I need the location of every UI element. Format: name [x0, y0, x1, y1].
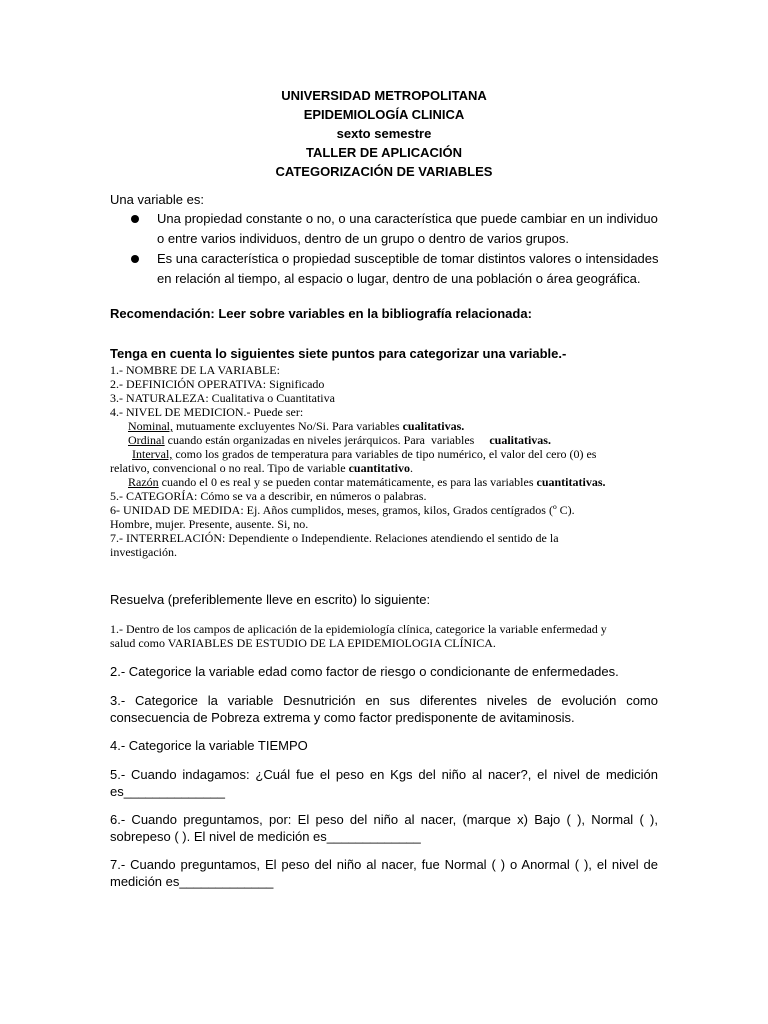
question-4: 4.- Categorice la variable TIEMPO — [110, 738, 308, 753]
question-1-line-2: salud como VARIABLES DE ESTUDIO DE LA EPIDEMIOLOGIA CLÍNICA. — [110, 636, 496, 650]
razon-bold: cuantitativas. — [536, 475, 606, 489]
course-name: EPIDEMIOLOGÍA CLINICA — [303, 107, 465, 122]
points-list — [110, 363, 670, 559]
point-nature: 3.- NATURALEZA: Cualitativa o Cuantitativa — [110, 391, 335, 405]
point-name: 1.- NOMBRE DE LA VARIABLE: — [110, 363, 280, 377]
point-definition: 2.- DEFINICIÓN OPERATIVA: Significado — [110, 377, 325, 391]
bullet-item — [131, 249, 661, 289]
interval-end: . — [409, 461, 413, 475]
ordinal-bold: cualitativas. — [489, 433, 551, 447]
interval-bold: cuantitativo — [348, 461, 410, 475]
workshop-title: TALLER DE APLICACIÓN — [306, 145, 462, 160]
level-interval-cont — [110, 461, 670, 475]
document-header — [0, 86, 768, 181]
ordinal-text: cuando están organizadas en niveles jerárquicos. Para variables — [164, 433, 490, 447]
bullet-text: Es una característica o propiedad susceptible de tomar distintos valores o intensidades en relación al tiempo, al espacio o lugar, dentro de una población o área geográfica. — [157, 251, 659, 286]
resuelva-title: Resuelva (preferiblemente lleve en escrito) lo siguiente: — [110, 592, 431, 607]
recommendation: Recomendación: Leer sobre variables en la bibliografía relacionada: — [110, 306, 532, 321]
semester: sexto semestre — [336, 126, 432, 141]
university-name: UNIVERSIDAD METROPOLITANA — [281, 88, 487, 103]
level-nominal — [110, 419, 670, 433]
bullet-icon — [131, 215, 139, 223]
nominal-bold: cualitativas. — [402, 419, 465, 433]
bullet-text: Una propiedad constante o no, o una característica que puede cambiar en un individuo o entre varios individuos, dentro de un grupo o dentro de varios grupos. — [157, 211, 658, 246]
bullet-item — [131, 209, 661, 249]
point-category: 5.- CATEGORÍA: Cómo se va a describir, en números o palabras. — [110, 489, 427, 503]
point-unit-cont: Hombre, mujer. Presente, ausente. Si, no. — [110, 517, 309, 531]
interval-text: como los grados de temperatura para variables de tipo numérico, el valor del cero (0) es — [172, 447, 597, 461]
question-1-line-1: 1.- Dentro de los campos de aplicación de la epidemiología clínica, categorice la variable enfermedad y — [110, 622, 607, 636]
level-ordinal — [110, 433, 670, 447]
interval-term: Interval, — [132, 447, 173, 461]
question-1 — [110, 622, 670, 650]
question-2: 2.- Categorice la variable edad como factor de riesgo o condicionante de enfermedades. — [110, 664, 619, 679]
question-6: 6.- Cuando preguntamos, por: El peso del niño al nacer, (marque x) Bajo ( ), Normal ( ), sobrepeso ( ). El nivel de medición es_____________ — [110, 812, 658, 844]
question-3: 3.- Categorice la variable Desnutrición en sus diferentes niveles de evolución como consecuencia de Pobreza extrema y como factor predisponente de avitaminosis. — [110, 693, 658, 725]
level-interval — [110, 447, 670, 461]
razon-term: Razón — [128, 475, 159, 489]
interval-text-2: relativo, convencional o no real. Tipo de variable — [110, 461, 349, 475]
bullet-icon — [131, 255, 139, 263]
ordinal-term: Ordinal — [128, 433, 165, 447]
point-unit: 6- UNIDAD DE MEDIDA: Ej. Años cumplidos, meses, gramos, kilos, Grados centígrados (º C). — [110, 503, 575, 517]
point-interrelation-cont: investigación. — [110, 545, 177, 559]
nominal-text: mutuamente excluyentes No/Si. Para variables — [173, 419, 403, 433]
point-level: 4.- NIVEL DE MEDICION.- Puede ser: — [110, 405, 304, 419]
document-title: CATEGORIZACIÓN DE VARIABLES — [275, 164, 493, 179]
point-interrelation: 7.- INTERRELACIÓN: Dependiente o Independiente. Relaciones atendiendo el sentido de la — [110, 531, 559, 545]
question-5: 5.- Cuando indagamos: ¿Cuál fue el peso en Kgs del niño al nacer?, el nivel de medición es______________ — [110, 767, 658, 799]
intro-title: Una variable es: — [110, 192, 204, 207]
razon-text: cuando el 0 es real y se pueden contar matemáticamente, es para las variables — [158, 475, 537, 489]
level-razon — [110, 475, 670, 489]
nominal-term: Nominal, — [128, 419, 173, 433]
points-title: Tenga en cuenta lo siguientes siete puntos para categorizar una variable.- — [110, 346, 567, 361]
question-7: 7.- Cuando preguntamos, El peso del niño al nacer, fue Normal ( ) o Anormal ( ), el nivel de medición es_____________ — [110, 857, 658, 889]
